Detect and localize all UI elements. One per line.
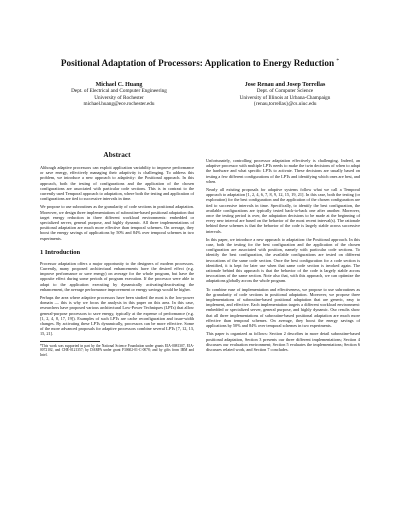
author-block-1 [40, 82, 198, 107]
abstract-paragraph: We propose to use subroutines as the granularity of code sections in positional adaptation. Moreover, we design three implementations of subroutine-based positional adaptation that target energy reduction in three different workload environments: embedded or specialized server, general purpose, and highly dynamic. All three implementations of positional adaptation are much more effective than temporal schemes. On average, they boost the energy savings of applications by 50% and 84% over temporal schemes in two experiments. [40, 204, 194, 241]
section-heading-introduction: 1 Introduction [40, 248, 81, 256]
abstract-heading: Abstract [103, 150, 131, 159]
intro-paragraph: Perhaps the area where adaptive processors have been studied the most is the low-power domain — this is why we focus the analysis in this paper on this area. In this case, researchers have proposed various architectural Low-Power Techniques (LPTs) that allow general-purpose processors to save energy, typically at the expense of performance (e.g. [1, 2, 4, 8, 17, 19]). Examples of such LPTs are cache reconfiguration and issue-width changes. By activating these LPTs dynamically, processors can be more effective. Some of the more advanced proposals for adaptive processors combine several LPTs [7, 12, 13, 15, 21]. [40, 295, 194, 337]
abstract-paragraph: Although adaptive processors can exploit application variability to improve performance or save energy, effectively managing their adaptivity is challenging. To address this problem, we introduce a new approach to adaptivity: the Positional approach. In this approach, both the testing of configurations and the application of the chosen configurations are associated with particular code sections. This is in contrast to the currently used Temporal approach to adaptation, where both the testing and application of configurations are tied to successive intervals in time. [40, 165, 194, 202]
author-email: {renau,torrellas}@cs.uiuc.edu [253, 100, 317, 107]
footnote: *This work was supported in part by the National Science Foundation under grants EIA-0081307, EIA-0072102, and CHE-0121357; by DARPA under grant F30602-01-C-0078; and by gifts from IBM and Intel. [40, 343, 194, 357]
title-footnote-mark: * [336, 58, 340, 64]
paper-title [0, 56, 400, 69]
body-paragraph: This paper is organized as follows: Section 2 describes in more detail subroutine-based positional adaptation, Section 3 presents our three different implementations; Section 4 discusses our evaluation environment; Section 5 evaluates the implementations; Section 6 discusses related work, and Section 7 concludes. [206, 331, 360, 352]
author-name: Jose Renau and Josep Torrellas [244, 82, 326, 88]
body-paragraph: Nearly all existing proposals for adaptive systems follow what we call a Temporal approach to adaptation [1, 2, 4, 6, 7, 8, 9, 12, 15, 19, 21]. In this case, both the testing (or exploration) for the best configuration and the application of the chosen configuration are tied to successive intervals in time. Specifically, to identify the best configuration, the available configurations are typically tested back-to-back one after another. Moreover, once the testing period is over, the adaptation decisions to be made at the beginning of every new interval are based on the behavior of the most recent interval(s). The rationale behind these schemes is that the behavior of the code is largely stable across successive intervals. [206, 187, 360, 234]
body-paragraph: In this paper, we introduce a new approach to adaptation: the Positional approach. In this case, both the testing for the best configuration and the application of the chosen configuration are associated with position, namely with particular code sections. To identify the best configuration, the available configurations are tested on different invocations of the same code section. Once the best configuration for a code section is identified, it is kept for later use when that same code section is invoked again. The rationale behind this approach is that the behavior of the code is largely stable across invocations of the same section. Note also that, with this approach, we can optimize the adaptations globally across the whole program. [206, 236, 360, 284]
author-dept: Dept. of Electrical and Computer Engineering [71, 88, 167, 95]
author-name: Michael C. Huang [95, 82, 143, 88]
body-paragraph: Unfortunately, controlling processor adaptation effectively is challenging. Indeed, an adaptive processor with multiple LPTs needs to make the twin decisions of when to adapt the hardware and what specific LPTs to activate. These decisions are usually based on testing a few different configurations of the LPTs and identifying which ones are best, and when. [206, 158, 360, 184]
body-paragraph: To combine ease of implementation and effectiveness, we propose to use subroutines as the granularity of code sections in positional adaptation. Moreover, we propose three implementations of subroutine-based positional adaptation that are generic, easy to implement, and effective. Each implementation targets a different workload environment: embedded or specialized server, general purpose, and highly dynamic. Our results show that all three implementations of subroutine-based positional adaptation are much more effective than temporal schemes. On average, they boost the energy savings of applications by 50% and 84% over temporal schemes in two experiments. [206, 286, 360, 329]
footnote-divider [40, 341, 100, 342]
intro-paragraph: Processor adaptation offers a major opportunity to the designers of modern processors. Currently, many proposed architectural enhancements have the desired effect (e.g. improve performance or save energy) on average for the whole program, but have the opposite effect during some periods of program execution. If the processor were able to adapt to the application executing by dynamically activating/deactivating the enhancement, the average performance improvement or energy savings would be higher. [40, 260, 194, 292]
author-email: michael.huang@ece.rochester.edu [83, 100, 155, 107]
right-column [206, 158, 360, 355]
title-text: Positional Adaptation of Processors: Application to Energy Reduction [60, 58, 335, 69]
author-block-2 [206, 82, 364, 107]
author-dept: Dept. of Computer Science [256, 88, 314, 95]
author-institution: University of Illinois at Urbana-Champaign [239, 94, 331, 101]
left-column [40, 150, 194, 357]
author-institution: University of Rochester [94, 94, 144, 101]
